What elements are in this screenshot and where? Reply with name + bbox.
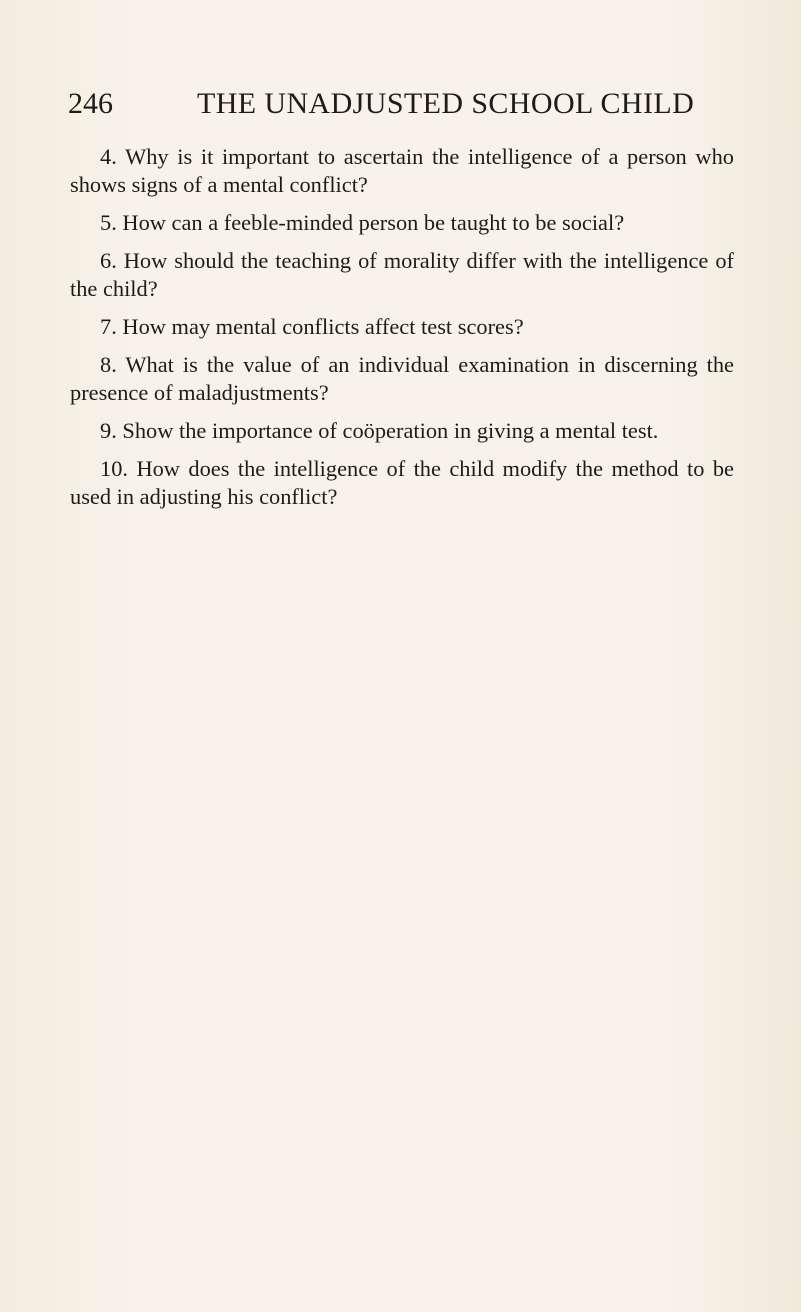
question-number: 5. <box>100 210 117 235</box>
question-item <box>70 455 734 511</box>
question-item <box>70 417 734 445</box>
question-item <box>70 247 734 303</box>
question-number: 4. <box>100 144 117 169</box>
question-list <box>70 143 734 511</box>
question-item <box>70 209 734 237</box>
question-text: How should the teaching of morality differ with the intelligence of the child? <box>70 248 734 301</box>
question-text: How can a feeble-minded person be taught to be social? <box>122 210 625 235</box>
page-header <box>68 86 738 126</box>
question-item <box>70 313 734 341</box>
question-number: 9. <box>100 418 117 443</box>
question-text: How does the intelligence of the child modify the method to be used in adjusting his conflict? <box>70 456 735 509</box>
question-text: Show the importance of coöperation in giving a mental test. <box>122 418 659 443</box>
question-number: 7. <box>100 314 117 339</box>
question-number: 6. <box>100 248 117 273</box>
page-number: 246 <box>68 87 113 120</box>
question-text: Why is it important to ascertain the intelligence of a person who shows signs of a mental conflict? <box>70 144 734 197</box>
question-number: 10. <box>100 456 128 481</box>
question-item <box>70 143 734 199</box>
question-text: How may mental conflicts affect test scores? <box>122 314 524 339</box>
question-number: 8. <box>100 352 117 377</box>
question-item <box>70 351 734 407</box>
running-title: THE UNADJUSTED SCHOOL CHILD <box>197 87 695 120</box>
question-text: What is the value of an individual examination in discerning the presence of maladjustments? <box>70 352 734 405</box>
